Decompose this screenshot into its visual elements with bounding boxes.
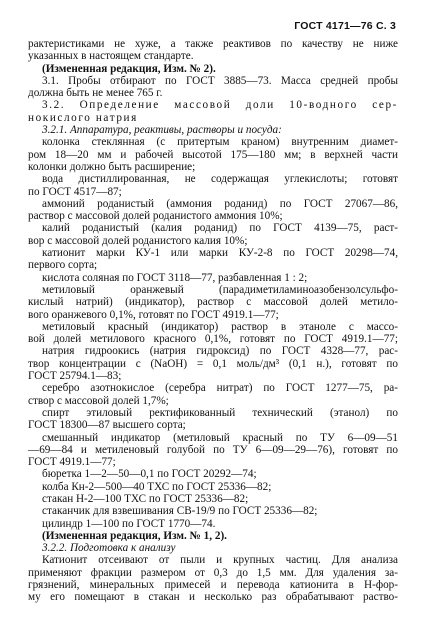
text-line: —69—84 и метиленовый голубой по ТУ 6—09—29—76), готовят по	[28, 443, 398, 456]
text-line: Катионит отсеивают от пыли и крупных частиц. Для анализа	[42, 554, 398, 567]
text-line: рактеристиками не хуже, а также реактивов по качеству не ниже	[28, 38, 398, 50]
text-line: указанных в настоящем стандарте.	[28, 50, 194, 63]
body-text	[28, 38, 398, 604]
text-line: смешанный индикатор (метиловый красный по ТУ 6—09—51	[42, 431, 398, 444]
text-line: цилиндр 1—100 по ГОСТ 1770—74.	[42, 517, 216, 530]
text-line: вого оранжевого 0,1%, готовят по ГОСТ 4919.1—77;	[28, 308, 279, 321]
text-line: 3.2.1. Аппаратура, реактивы, растворы и посуда:	[42, 124, 282, 137]
text-line: бюретка 1—2—50—0,1 по ГОСТ 20292—74;	[42, 468, 257, 481]
text-line: стакан Н-2—100 ТХС по ГОСТ 25336—82;	[42, 492, 249, 505]
text-line: 3.2.2. Подготовка к анализу	[42, 542, 176, 555]
text-line: первого сорта;	[28, 259, 98, 272]
text-line: ГОСТ 25794.1—83;	[28, 370, 122, 383]
text-line: кислый натрий) (индикатор), раствор с массовой долей метило-	[28, 296, 398, 309]
text-line: вода дистиллированная, не содержащая углекислоты; готовят	[42, 173, 398, 186]
text-line: применяют фракции размером от 0,3 до 1,5 мм. Для удаления за-	[28, 566, 398, 579]
text-line: му его помещают в стакан и несколько раз обрабатывают раство-	[28, 591, 398, 604]
text-line: метиловый красный (индикатор) раствор в этаноле с массо-	[42, 320, 398, 333]
text-line: аммоний роданистый (аммония роданид) по ГОСТ 27067—86,	[42, 197, 398, 210]
text-line: нокислого натрия	[28, 111, 138, 124]
text-line: колонка стеклянная (с притертым краном) внутренним диамет-	[42, 136, 398, 149]
text-line: вор с массовой долей роданистого калия 10%;	[28, 234, 248, 247]
text-line: натрия гидроокись (натрия гидроксид) по ГОСТ 4328—77, рас-	[42, 345, 398, 358]
text-line: кислота соляная по ГОСТ 3118—77, разбавленная 1 : 2;	[42, 271, 308, 284]
text-line: спирт этиловый ректификованный технический (этанол) по	[42, 406, 398, 419]
text-line: 3.1. Пробы отбирают по ГОСТ 3885—73. Масса средней пробы	[42, 74, 398, 87]
text-line: серебро азотнокислое (серебра нитрат) по ГОСТ 1277—75, ра-	[42, 382, 398, 395]
text-line: калий роданистый (калия роданид) по ГОСТ 4139—75, раст-	[42, 222, 398, 235]
text-line: ром 18—20 мм и рабочей высотой 175—180 мм; в верхней части	[28, 148, 398, 161]
text-line: твор концентрации с (NaOH) = 0,1 моль/дм³ (0,1 н.), готовят по	[28, 357, 398, 370]
text-line: (Измененная редакция, Изм. № 1, 2).	[42, 529, 227, 542]
text-line: колба Кн-2—500—40 ТХС по ГОСТ 25336—82;	[42, 480, 272, 493]
text-line: (Измененная редакция, Изм. № 2).	[42, 62, 216, 75]
text-line: ГОСТ 18300—87 высшего сорта;	[28, 419, 186, 432]
text-line: створ с массовой долей 1,7%;	[28, 394, 169, 407]
text-line: по ГОСТ 4517—87;	[28, 185, 122, 198]
text-line: раствор с массовой долей роданистого аммония 10%;	[28, 210, 283, 223]
text-line: вой долей метилового красного 0,1%, готовят по ГОСТ 4919.1—77;	[28, 333, 398, 346]
text-line: должна быть не менее 765 г.	[28, 87, 163, 100]
text-line: колонки должно быть расширение;	[28, 160, 196, 173]
text-line: ГОСТ 4919.1—77;	[28, 456, 116, 469]
text-line: катионит марки КУ-1 или марки КУ-2-8 по ГОСТ 20298—74,	[42, 247, 398, 260]
text-line: стаканчик для взвешивания СВ-19/9 по ГОСТ 25336—82;	[42, 505, 318, 518]
text-line: метиловый оранжевый (парадиметиламиноазобензолсульфо-	[42, 283, 398, 296]
text-line: 3.2. Определение массовой доли 10-водного сер-	[42, 99, 398, 112]
page-header: ГОСТ 4171—76 С. 3	[294, 20, 396, 32]
text-line: грязнений, минеральных примесей и перевода катионита в Н-фор-	[28, 579, 398, 592]
